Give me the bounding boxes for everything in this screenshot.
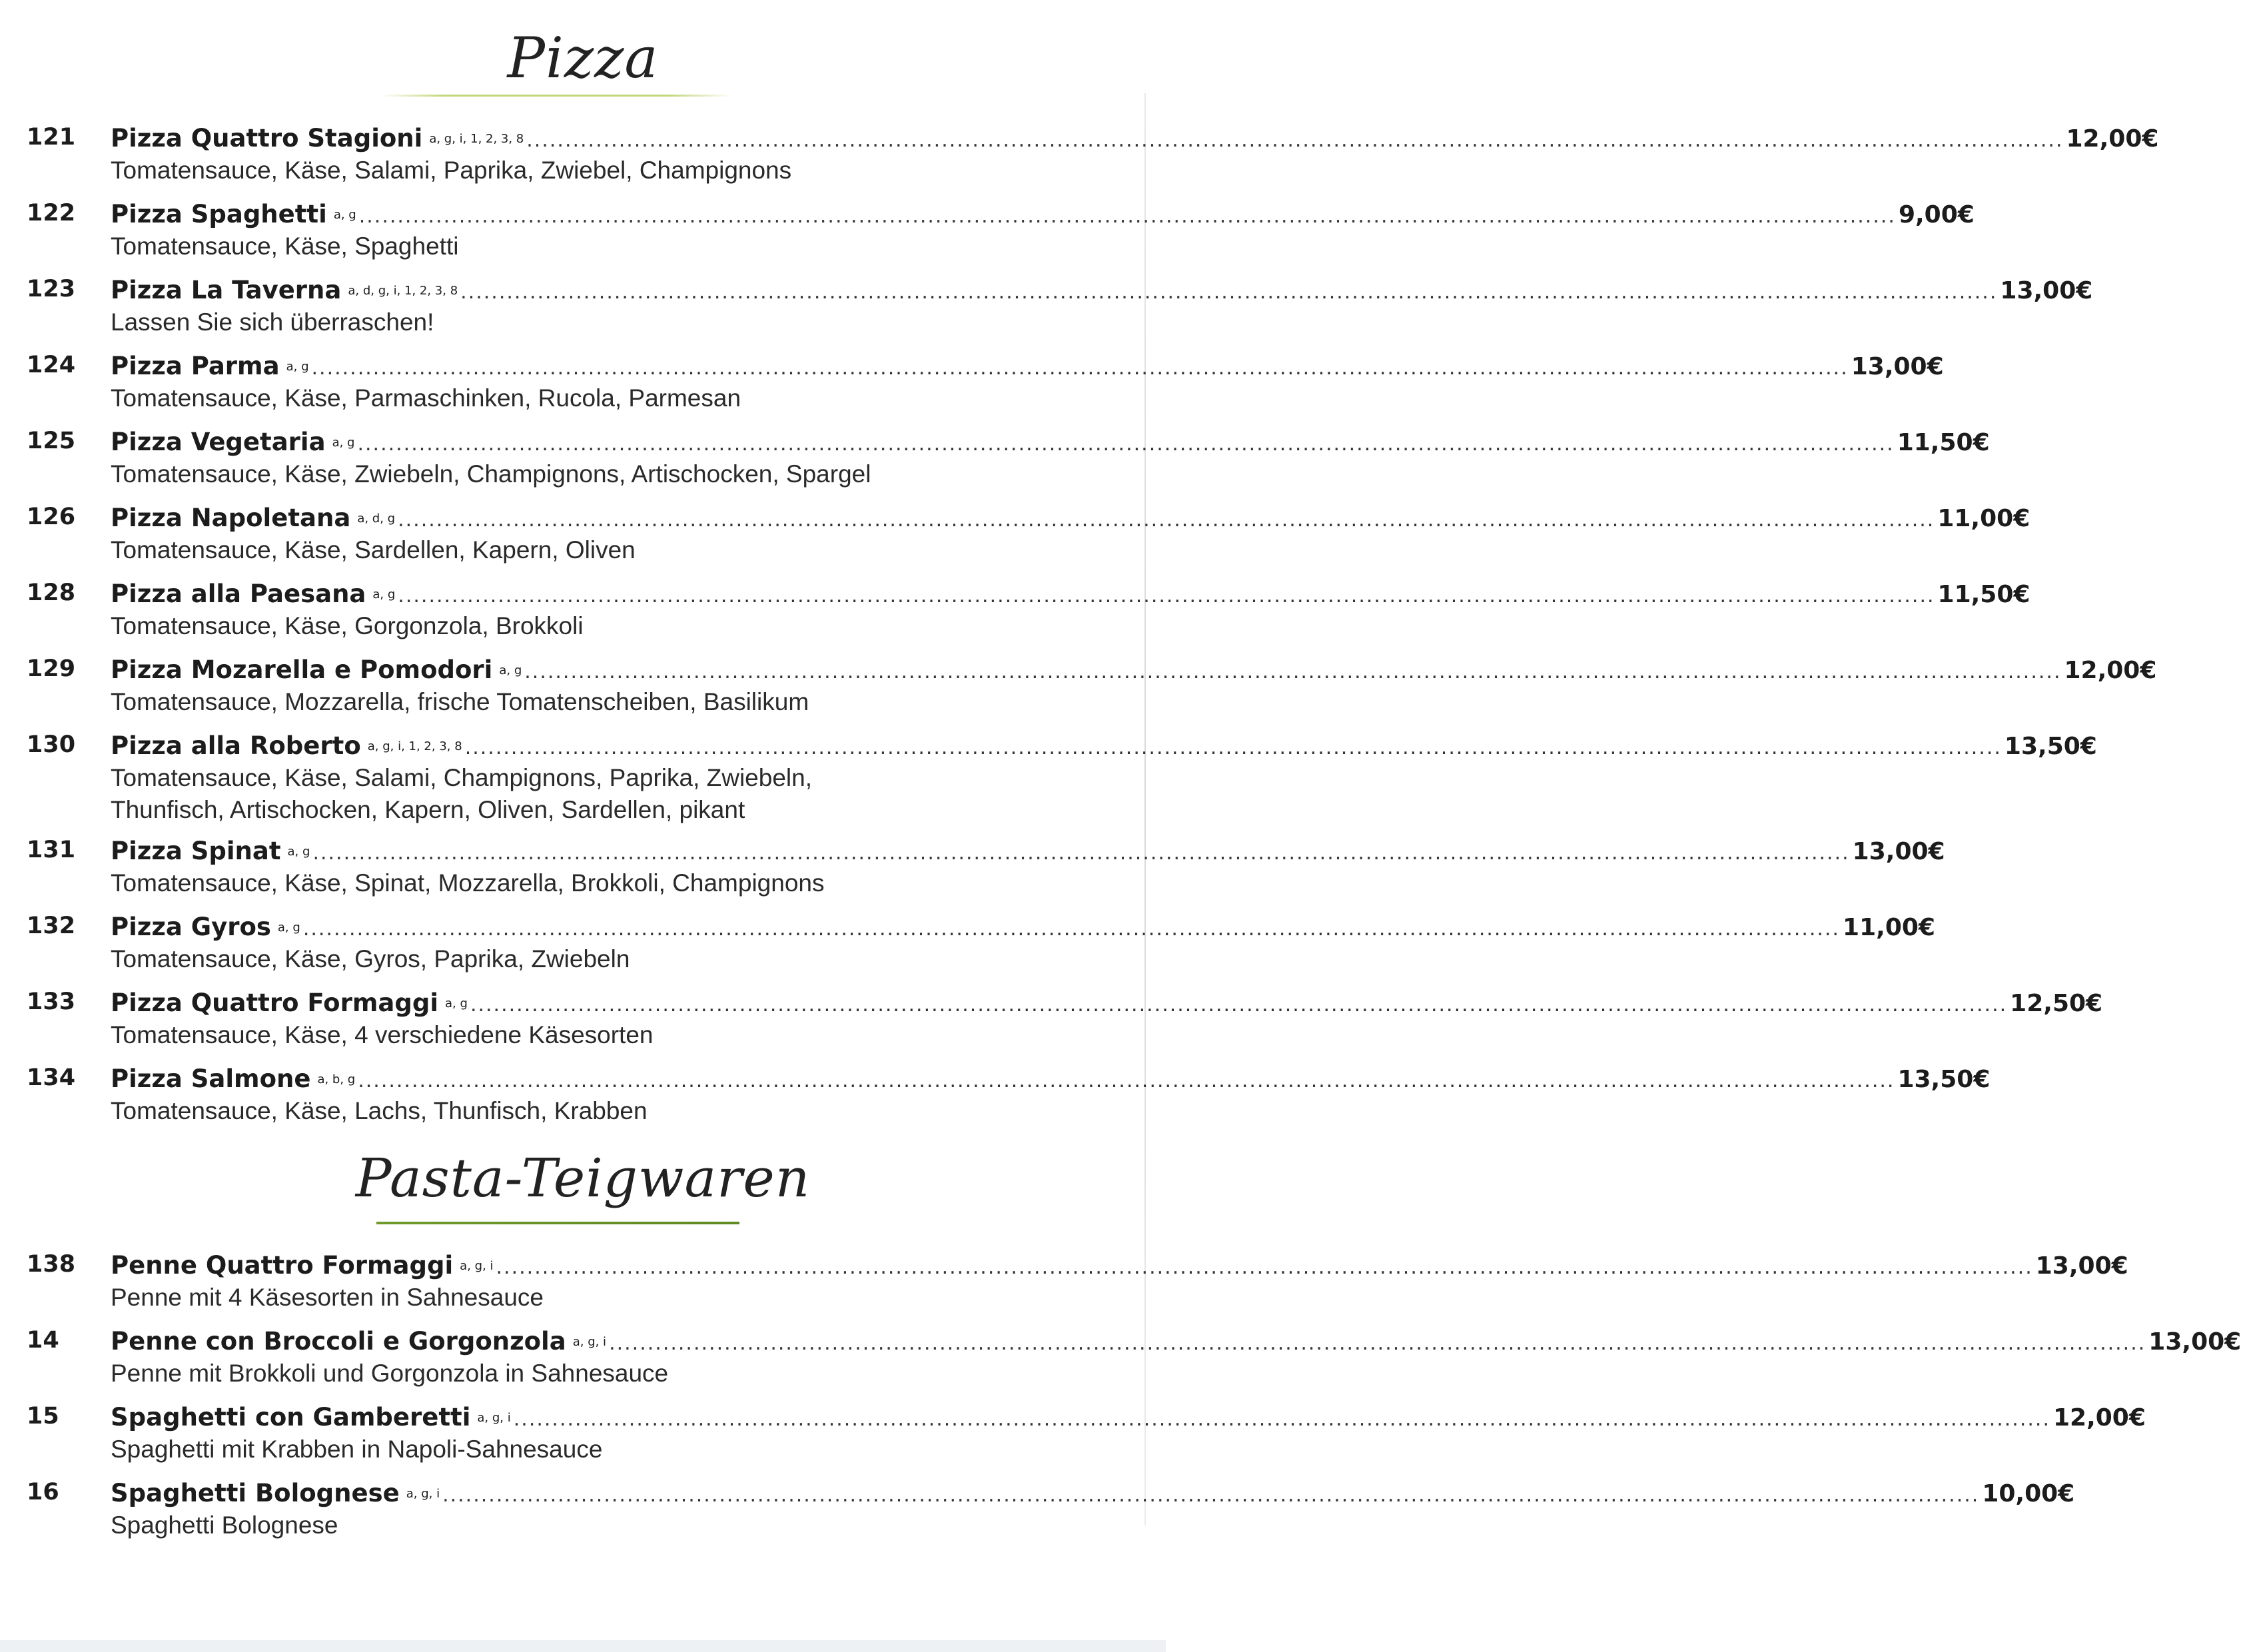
item-description-line: Lassen Sie sich überraschen! — [111, 308, 434, 336]
item-name: Pizza Spinat — [111, 837, 281, 865]
item-description — [111, 610, 1043, 642]
item-number: 16 — [27, 1479, 59, 1505]
item-title-row — [111, 1064, 1991, 1093]
item-title-row — [111, 989, 2103, 1017]
pasta-title-underline — [376, 1222, 739, 1224]
page-edge-shadow — [1144, 93, 1146, 1525]
item-description-line: Spaghetti Bolognese — [111, 1511, 338, 1539]
item-name: Pizza Quattro Formaggi — [111, 989, 439, 1017]
item-title-row — [111, 731, 2097, 760]
section-title-pasta — [0, 1147, 1166, 1209]
item-description — [111, 867, 1043, 899]
item-description-line: Tomatensauce, Käse, Lachs, Thunfisch, Krabben — [111, 1097, 648, 1124]
item-price: 12,50€ — [2010, 990, 2103, 1017]
item-number: 15 — [27, 1403, 59, 1430]
item-name: Pizza Vegetaria — [111, 428, 326, 456]
item-name: Pizza Parma — [111, 352, 280, 380]
leader-dots: ........................................................................................................................................................................................................ — [312, 841, 1850, 865]
item-name: Penne con Broccoli e Gorgonzola — [111, 1327, 566, 1356]
item-allergens: a, g — [372, 588, 396, 602]
item-number: 133 — [27, 989, 76, 1015]
item-title-row — [111, 276, 2093, 304]
item-number: 134 — [27, 1064, 76, 1091]
item-number: 128 — [27, 580, 76, 606]
item-number: 121 — [27, 124, 76, 151]
item-description-line: Tomatensauce, Käse, Parmaschinken, Rucola, Parmesan — [111, 384, 741, 412]
item-name: Spaghetti con Gamberetti — [111, 1403, 471, 1432]
item-title-row — [111, 913, 1935, 941]
item-description-line: Tomatensauce, Käse, Salami, Paprika, Zwiebel, Champignons — [111, 157, 792, 184]
leader-dots: ........................................................................................................................................................................................................ — [496, 1256, 2033, 1279]
leader-dots: ........................................................................................................................................................................................................ — [358, 205, 1896, 228]
item-description-line: Penne mit Brokkoli und Gorgonzola in Sahnesauce — [111, 1360, 669, 1387]
item-description-line: Tomatensauce, Käse, Gorgonzola, Brokkoli — [111, 612, 584, 639]
item-description-line: Spaghetti mit Krabben in Napoli-Sahnesauce — [111, 1436, 603, 1463]
item-description-line: Tomatensauce, Käse, Spinat, Mozzarella, Brokkoli, Champignons — [111, 869, 825, 897]
item-description-line-2: Thunfisch, Artischocken, Kapern, Oliven, Sardellen, pikant — [111, 796, 745, 823]
item-allergens: a, g — [445, 997, 468, 1011]
item-allergens: a, g, i — [572, 1335, 607, 1349]
item-allergens: a, g, i — [460, 1259, 494, 1273]
item-description-line: Tomatensauce, Käse, Gyros, Paprika, Zwiebeln — [111, 945, 630, 973]
item-price: 13,50€ — [1897, 1066, 1991, 1093]
item-title-row — [111, 655, 2157, 684]
leader-dots: ........................................................................................................................................................................................................ — [524, 660, 2062, 683]
pizza-title-underline — [380, 95, 733, 97]
item-name: Pizza Mozarella e Pomodori — [111, 655, 493, 684]
item-description — [111, 1095, 1043, 1127]
leader-dots: ........................................................................................................................................................................................................ — [302, 917, 1841, 941]
item-description-line: Penne mit 4 Käsesorten in Sahnesauce — [111, 1284, 544, 1311]
item-description — [111, 1434, 1043, 1465]
scan-bottom-border — [0, 1640, 1166, 1652]
item-title-row — [111, 1251, 2128, 1280]
item-number: 126 — [27, 504, 76, 530]
item-number: 125 — [27, 428, 76, 454]
item-name: Pizza Napoletana — [111, 504, 351, 532]
item-allergens: a, g — [499, 663, 522, 677]
item-allergens: a, g — [287, 845, 310, 859]
item-description-line: Tomatensauce, Käse, 4 verschiedene Käsesorten — [111, 1021, 654, 1048]
item-description — [111, 534, 1043, 566]
item-price: 13,00€ — [2035, 1252, 2128, 1280]
item-description-line: Tomatensauce, Mozzarella, frische Tomatenscheiben, Basilikum — [111, 688, 809, 715]
section-title-pasta-text: Pasta-Teigwaren — [355, 1147, 811, 1209]
item-number: 138 — [27, 1251, 76, 1278]
item-price: 11,50€ — [1897, 429, 1990, 456]
leader-dots: ........................................................................................................................................................................................................ — [460, 280, 1998, 304]
item-number: 131 — [27, 837, 76, 863]
item-description — [111, 306, 1043, 338]
item-name: Pizza Spaghetti — [111, 200, 327, 228]
item-price: 12,00€ — [2052, 1404, 2146, 1432]
item-description — [111, 762, 1043, 826]
item-allergens: a, g, i, 1, 2, 3, 8 — [367, 739, 462, 753]
item-title-row — [111, 1327, 2241, 1356]
item-title-row — [111, 1403, 2146, 1432]
item-price: 11,50€ — [1937, 581, 2030, 608]
item-name: Pizza Gyros — [111, 913, 271, 941]
leader-dots: ........................................................................................................................................................................................................ — [609, 1332, 2146, 1355]
item-price: 13,00€ — [2148, 1328, 2241, 1356]
item-price: 13,00€ — [1852, 838, 1945, 865]
leader-dots: ........................................................................................................................................................................................................ — [398, 508, 1935, 532]
item-name: Pizza Quattro Stagioni — [111, 124, 423, 153]
item-name: Penne Quattro Formaggi — [111, 1251, 454, 1280]
leader-dots: ........................................................................................................................................................................................................ — [470, 993, 2008, 1017]
leader-dots: ........................................................................................................................................................................................................ — [398, 584, 1935, 608]
item-description — [111, 1509, 1043, 1541]
item-price: 11,00€ — [1843, 914, 1935, 941]
item-number: 129 — [27, 655, 76, 682]
item-description — [111, 1282, 1043, 1314]
item-allergens: a, g, i — [477, 1411, 511, 1425]
item-price: 13,00€ — [1851, 353, 1944, 380]
leader-dots: ........................................................................................................................................................................................................ — [358, 1069, 1895, 1092]
item-description — [111, 1019, 1043, 1051]
item-description-line: Tomatensauce, Käse, Spaghetti — [111, 232, 459, 260]
item-name: Pizza alla Roberto — [111, 731, 361, 760]
item-title-row — [111, 124, 2159, 153]
item-number: 130 — [27, 731, 76, 758]
leader-dots: ........................................................................................................................................................................................................ — [513, 1408, 2050, 1431]
leader-dots: ........................................................................................................................................................................................................ — [464, 736, 2002, 759]
item-number: 132 — [27, 913, 76, 939]
item-allergens: a, g, i, 1, 2, 3, 8 — [429, 132, 524, 146]
item-description — [111, 382, 1043, 414]
section-title-pizza-text: Pizza — [507, 25, 659, 91]
item-allergens: a, d, g, i, 1, 2, 3, 8 — [348, 284, 458, 298]
item-name: Pizza La Taverna — [111, 276, 342, 304]
item-price: 13,00€ — [2000, 277, 2093, 304]
leader-dots: ........................................................................................................................................................................................................ — [442, 1483, 1980, 1507]
item-description — [111, 230, 1043, 262]
item-title-row — [111, 504, 2030, 532]
item-price: 12,00€ — [2066, 125, 2159, 153]
item-name: Spaghetti Bolognese — [111, 1479, 400, 1507]
item-price: 11,00€ — [1937, 505, 2030, 532]
item-allergens: a, d, g — [357, 512, 396, 526]
item-description — [111, 686, 1043, 718]
item-number: 14 — [27, 1327, 59, 1354]
item-title-row — [111, 837, 1945, 865]
section-title-pizza — [0, 25, 1166, 91]
item-description — [111, 943, 1043, 975]
item-title-row — [111, 428, 1990, 456]
item-allergens: a, g — [332, 436, 355, 450]
item-allergens: a, g — [286, 360, 309, 374]
leader-dots: ........................................................................................................................................................................................................ — [526, 129, 2064, 152]
item-title-row — [111, 580, 2030, 608]
item-title-row — [111, 352, 1944, 380]
item-description — [111, 155, 1043, 187]
item-title-row — [111, 200, 1975, 228]
item-price: 10,00€ — [1982, 1480, 2075, 1507]
item-price: 9,00€ — [1898, 201, 1975, 228]
item-description-line: Tomatensauce, Käse, Salami, Champignons, Paprika, Zwiebeln, — [111, 764, 812, 791]
item-description — [111, 458, 1043, 490]
item-description-line: Tomatensauce, Käse, Sardellen, Kapern, Oliven — [111, 536, 636, 564]
item-description-line: Tomatensauce, Käse, Zwiebeln, Champignons, Artischocken, Spargel — [111, 460, 871, 488]
item-name: Pizza alla Paesana — [111, 580, 366, 608]
item-title-row — [111, 1479, 2075, 1507]
item-allergens: a, g — [277, 921, 300, 935]
item-number: 123 — [27, 276, 76, 302]
item-price: 13,50€ — [2004, 733, 2097, 760]
item-number: 122 — [27, 200, 76, 226]
item-number: 124 — [27, 352, 76, 378]
item-allergens: a, b, g — [317, 1072, 356, 1086]
leader-dots: ........................................................................................................................................................................................................ — [311, 356, 1849, 380]
item-description — [111, 1358, 1043, 1390]
leader-dots: ........................................................................................................................................................................................................ — [357, 432, 1895, 456]
item-price: 12,00€ — [2064, 657, 2157, 684]
item-name: Pizza Salmone — [111, 1064, 311, 1093]
item-allergens: a, g, i — [406, 1487, 440, 1501]
item-allergens: a, g — [333, 208, 356, 222]
